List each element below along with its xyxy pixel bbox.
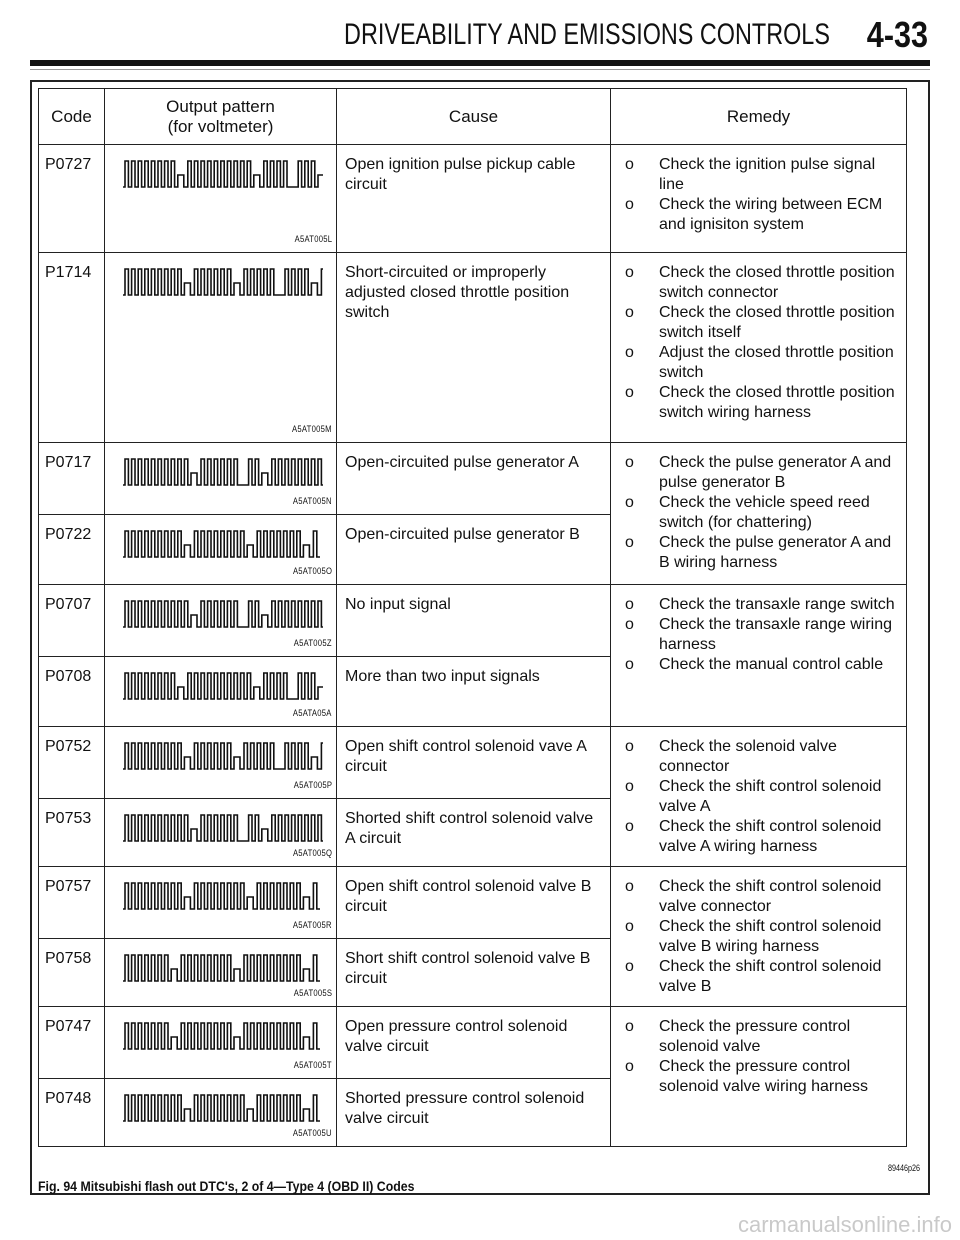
output-pattern-cell xyxy=(105,585,337,657)
dtc-code: P0758 xyxy=(39,939,105,1007)
remedy-text: Check the pulse generator A and pulse generator B xyxy=(659,454,892,491)
waveform-path xyxy=(123,161,323,187)
figure-id: A5AT005Z xyxy=(293,638,332,648)
cause-cell: Shorted pressure control solenoid valve circuit xyxy=(337,1079,611,1147)
col-remedy-header: Remedy xyxy=(611,89,907,145)
remedy-item xyxy=(625,383,898,423)
remedy-text: Check the ignition pulse signal line xyxy=(659,156,876,193)
page-header xyxy=(0,0,960,72)
bullet: o xyxy=(625,1058,634,1075)
figure-caption: Fig. 94 Mitsubishi flash out DTC's, 2 of 4—Type 4 (OBD II) Codes xyxy=(38,1178,415,1194)
col-cause-header: Cause xyxy=(337,89,611,145)
header-rule xyxy=(30,60,930,66)
table-row xyxy=(39,1007,907,1079)
bullet: o xyxy=(625,196,634,213)
bullet: o xyxy=(625,778,634,795)
remedy-item xyxy=(625,957,898,997)
dtc-code: P0717 xyxy=(39,443,105,515)
output-waveform xyxy=(123,951,323,985)
bullet: o xyxy=(625,304,634,321)
waveform-path xyxy=(123,1023,320,1049)
figure-id: A5AT005M xyxy=(292,424,332,434)
remedy-cell xyxy=(611,1007,907,1147)
dtc-code: P0757 xyxy=(39,867,105,939)
remedy-item xyxy=(625,777,898,817)
dtc-code: P0753 xyxy=(39,799,105,867)
cause-cell: Short-circuited or improperly adjusted closed throttle position switch xyxy=(337,253,611,443)
remedy-text: Check the shift control solenoid valve A wiring harness xyxy=(659,818,882,855)
remedy-item xyxy=(625,343,898,383)
remedy-text: Check the vehicle speed reed switch (for chattering) xyxy=(659,494,870,531)
remedy-item xyxy=(625,737,898,777)
bullet: o xyxy=(625,616,634,633)
output-pattern-cell xyxy=(105,867,337,939)
figure-id: A5AT005P xyxy=(293,780,332,790)
figure-id: A5ATA05A xyxy=(293,708,332,718)
output-waveform xyxy=(123,669,323,703)
waveform-path xyxy=(123,815,323,841)
output-pattern-cell xyxy=(105,253,337,443)
cause-cell: Short shift control solenoid valve B circuit xyxy=(337,939,611,1007)
dtc-code: P0708 xyxy=(39,657,105,727)
dtc-code: P0707 xyxy=(39,585,105,657)
output-waveform xyxy=(123,527,323,561)
figure-id: A5AT005R xyxy=(293,920,332,930)
waveform-path xyxy=(123,955,320,981)
bullet: o xyxy=(625,656,634,673)
remedy-cell xyxy=(611,145,907,253)
remedy-text: Check the transaxle range wiring harness xyxy=(659,616,893,653)
remedy-item xyxy=(625,1057,898,1097)
figure-id: A5AT005O xyxy=(292,566,332,576)
remedy-text: Check the transaxle range switch xyxy=(659,596,895,613)
cause-cell: Open-circuited pulse generator A xyxy=(337,443,611,515)
output-waveform xyxy=(123,879,323,913)
output-pattern-cell xyxy=(105,939,337,1007)
output-pattern-cell xyxy=(105,515,337,585)
remedy-cell xyxy=(611,253,907,443)
remedy-text: Check the shift control solenoid valve B xyxy=(659,958,882,995)
bullet: o xyxy=(625,738,634,755)
output-waveform xyxy=(123,739,323,773)
dtc-code: P0722 xyxy=(39,515,105,585)
remedy-item xyxy=(625,615,898,655)
figure-id: A5AT005Q xyxy=(292,848,332,858)
bullet: o xyxy=(625,494,634,511)
remedy-text: Check the pulse generator A and B wiring harness xyxy=(659,534,892,571)
remedy-text: Check the manual control cable xyxy=(659,656,884,673)
art-id: 89446p26 xyxy=(888,1163,921,1173)
bullet: o xyxy=(625,156,634,173)
remedy-text: Check the pressure control solenoid valve xyxy=(659,1018,851,1055)
remedy-text: Check the closed throttle position switch wiring harness xyxy=(659,384,895,421)
figure-id: A5AT005T xyxy=(293,1060,332,1070)
col-pattern-line1: Output pattern xyxy=(166,96,275,116)
cause-cell: Shorted shift control solenoid valve A circuit xyxy=(337,799,611,867)
remedy-text: Check the shift control solenoid valve connector xyxy=(659,878,882,915)
table-row xyxy=(39,727,907,799)
remedy-item xyxy=(625,877,898,917)
output-pattern-cell xyxy=(105,443,337,515)
output-pattern-cell xyxy=(105,727,337,799)
remedy-item xyxy=(625,917,898,957)
waveform-path xyxy=(123,459,323,485)
output-waveform xyxy=(123,265,323,299)
remedy-item xyxy=(625,155,898,195)
waveform-path xyxy=(123,673,323,699)
remedy-item xyxy=(625,195,898,235)
table-row xyxy=(39,145,907,253)
output-waveform xyxy=(123,1091,323,1125)
figure-id: A5AT005U xyxy=(293,1128,332,1138)
col-code-header: Code xyxy=(39,89,105,145)
remedy-text: Check the closed throttle position switch connector xyxy=(659,264,895,301)
output-pattern-cell xyxy=(105,1007,337,1079)
cause-cell: Open shift control solenoid vave A circuit xyxy=(337,727,611,799)
output-waveform xyxy=(123,597,323,631)
figure-id: A5AT005L xyxy=(294,234,332,244)
cause-cell: No input signal xyxy=(337,585,611,657)
remedy-item xyxy=(625,303,898,343)
remedy-text: Check the pressure control solenoid valve wiring harness xyxy=(659,1058,868,1095)
col-pattern-line2: (for voltmeter) xyxy=(167,116,274,136)
output-waveform xyxy=(123,811,323,845)
waveform-path xyxy=(123,1095,320,1121)
remedy-item xyxy=(625,655,898,675)
cause-cell: Open pressure control solenoid valve circuit xyxy=(337,1007,611,1079)
waveform-path xyxy=(123,269,323,295)
bullet: o xyxy=(625,1018,634,1035)
remedy-cell xyxy=(611,585,907,727)
waveform-path xyxy=(123,883,320,909)
remedy-item xyxy=(625,493,898,533)
header-rule-thin xyxy=(30,69,930,70)
remedy-cell xyxy=(611,727,907,867)
dtc-code: P0752 xyxy=(39,727,105,799)
remedy-item xyxy=(625,595,898,615)
table-row xyxy=(39,253,907,443)
output-pattern-cell xyxy=(105,145,337,253)
output-pattern-cell xyxy=(105,657,337,727)
remedy-text: Check the shift control solenoid valve B wiring harness xyxy=(659,918,882,955)
watermark: carmanualsonline.info xyxy=(737,1212,952,1237)
remedy-item xyxy=(625,817,898,857)
figure-id: A5AT005S xyxy=(293,988,332,998)
remedy-text: Adjust the closed throttle position switch xyxy=(659,344,894,381)
remedy-cell xyxy=(611,443,907,585)
remedy-cell xyxy=(611,867,907,1007)
remedy-text: Check the shift control solenoid valve A xyxy=(659,778,882,815)
bullet: o xyxy=(625,596,634,613)
waveform-path xyxy=(123,601,323,627)
dtc-table xyxy=(38,88,907,1147)
bullet: o xyxy=(625,878,634,895)
cause-cell: More than two input signals xyxy=(337,657,611,727)
cause-cell: Open shift control solenoid valve B circuit xyxy=(337,867,611,939)
output-waveform xyxy=(123,157,323,191)
section-title: DRIVEABILITY AND EMISSIONS CONTROLS xyxy=(344,18,830,51)
remedy-text: Check the solenoid valve connector xyxy=(659,738,837,775)
bullet: o xyxy=(625,264,634,281)
table-row xyxy=(39,443,907,515)
cause-cell: Open ignition pulse pickup cable circuit xyxy=(337,145,611,253)
col-pattern-header xyxy=(105,89,337,145)
bullet: o xyxy=(625,818,634,835)
figure-id: A5AT005N xyxy=(293,496,332,506)
dtc-code: P0748 xyxy=(39,1079,105,1147)
bullet: o xyxy=(625,958,634,975)
waveform-path xyxy=(123,531,320,557)
table-row xyxy=(39,867,907,939)
output-pattern-cell xyxy=(105,799,337,867)
remedy-text: Check the closed throttle position switch itself xyxy=(659,304,895,341)
remedy-item xyxy=(625,1017,898,1057)
output-pattern-cell xyxy=(105,1079,337,1147)
dtc-code: P0727 xyxy=(39,145,105,253)
table-body xyxy=(39,145,907,1147)
bullet: o xyxy=(625,534,634,551)
remedy-item xyxy=(625,453,898,493)
bullet: o xyxy=(625,384,634,401)
bullet: o xyxy=(625,918,634,935)
output-waveform xyxy=(123,455,323,489)
cause-cell: Open-circuited pulse generator B xyxy=(337,515,611,585)
bullet: o xyxy=(625,344,634,361)
table-header-row xyxy=(39,89,907,145)
bullet: o xyxy=(625,454,634,471)
table-row xyxy=(39,585,907,657)
remedy-text: Check the wiring between ECM and ignisiton system xyxy=(659,196,883,233)
page-number: 4-33 xyxy=(866,14,928,55)
waveform-path xyxy=(123,743,323,769)
output-waveform xyxy=(123,1019,323,1053)
dtc-code: P1714 xyxy=(39,253,105,443)
remedy-item xyxy=(625,263,898,303)
dtc-code: P0747 xyxy=(39,1007,105,1079)
remedy-item xyxy=(625,533,898,573)
